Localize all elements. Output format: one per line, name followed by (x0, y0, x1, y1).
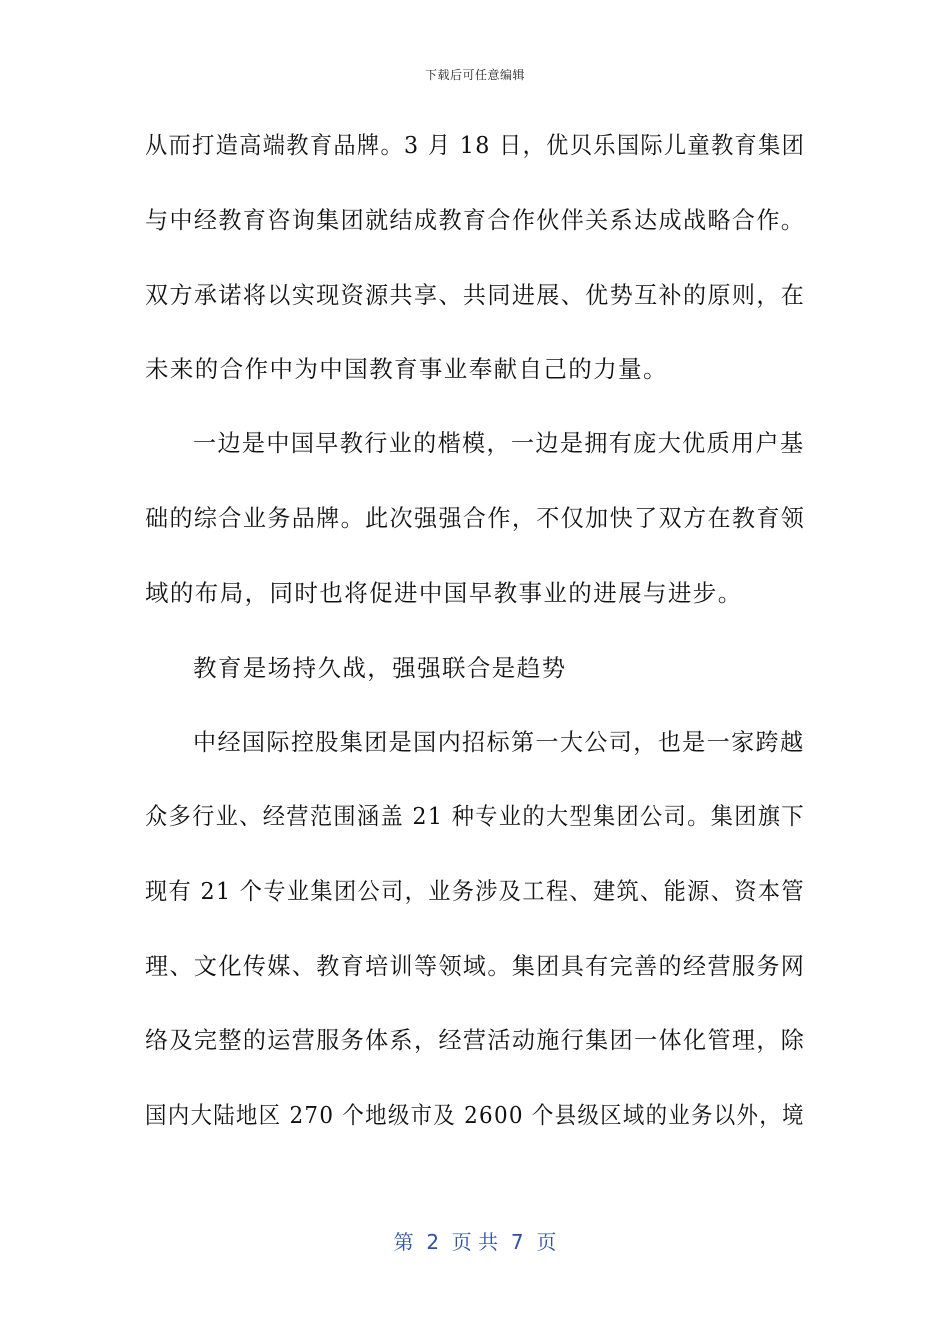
body-line: 域的布局，同时也将促进中国早教事业的进展与进步。 (145, 579, 743, 607)
body-line: 众多行业、经营范围涵盖 21 种专业的大型集团公司。集团旗下 (145, 802, 805, 830)
body-line: 一边是中国早教行业的楷模，一边是拥有庞大优质用户基 (193, 429, 805, 457)
body-line: 中经国际控股集团是国内招标第一大公司，也是一家跨越 (193, 728, 805, 756)
body-line: 础的综合业务品牌。此次强强合作，不仅加快了双方在教育领 (145, 504, 806, 532)
section-heading: 教育是场持久战，强强联合是趋势 (193, 654, 567, 682)
body-line: 从而打造高端教育品牌。3 月 18 日，优贝乐国际儿童教育集团 (145, 131, 806, 159)
body-line: 双方承诺将以实现资源共享、共同进展、优势互补的原则，在 (145, 281, 806, 309)
page-number: 第 2 页 共 7 页 (393, 1230, 557, 1254)
body-line: 国内大陆地区 270 个地级市及 2600 个县级区域的业务以外，境 (145, 1101, 805, 1129)
body-line: 现有 21 个专业集团公司，业务涉及工程、建筑、能源、资本管 (145, 877, 805, 905)
header-note: 下载后可任意编辑 (424, 68, 525, 82)
body-line: 理、文化传媒、教育培训等领域。集团具有完善的经营服务网 (145, 952, 806, 980)
body-line: 未来的合作中为中国教育事业奉献自己的力量。 (145, 355, 668, 383)
body-line: 络及完整的运营服务体系，经营活动施行集团一体化管理，除 (145, 1026, 806, 1054)
body-line: 与中经教育咨询集团就结成教育合作伙伴关系达成战略合作。 (145, 206, 806, 234)
